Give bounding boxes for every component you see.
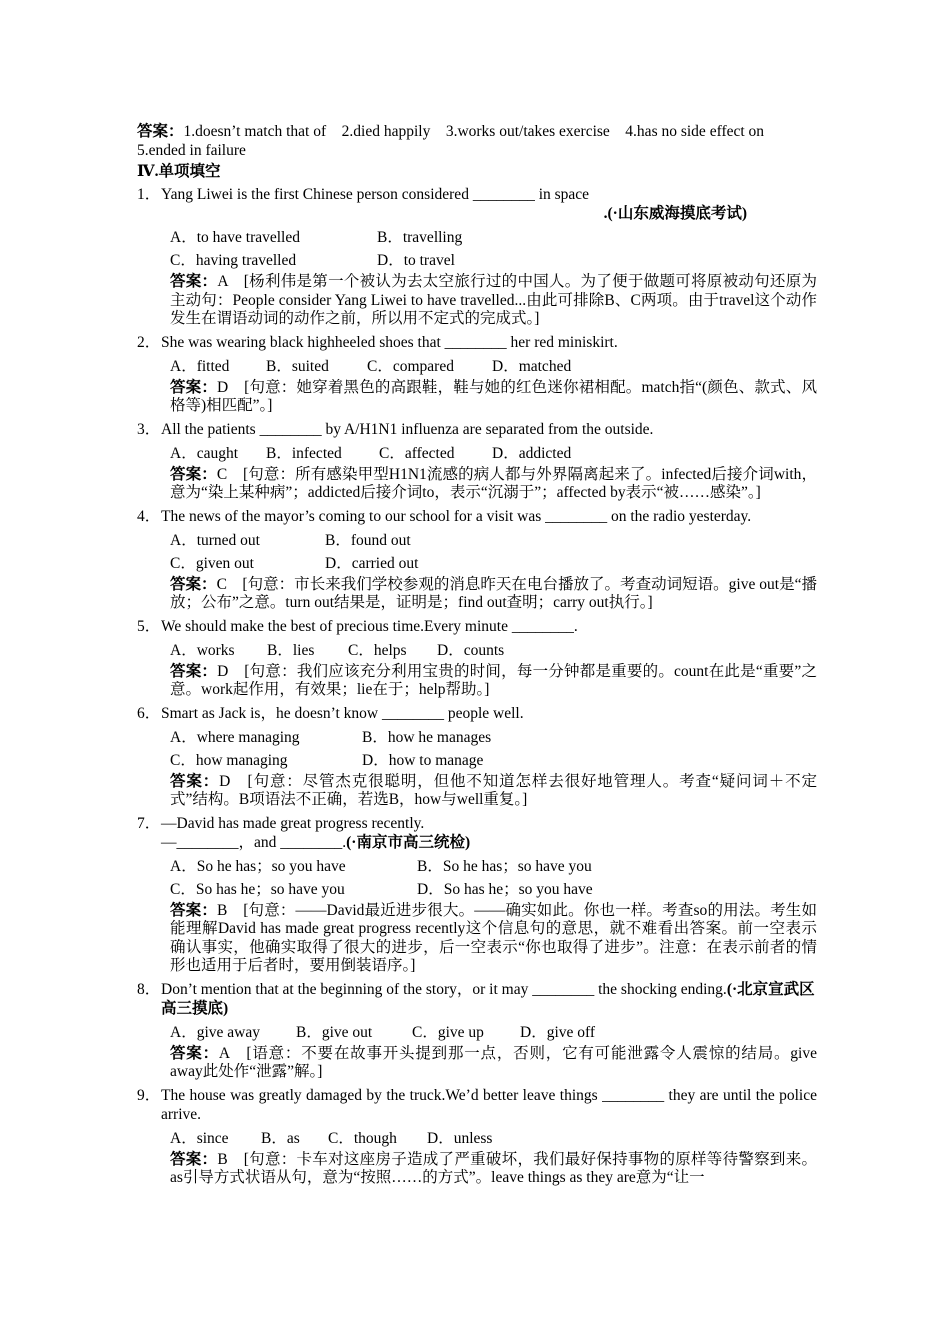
option-d: D．give off	[520, 1023, 596, 1041]
question-4	[137, 507, 817, 613]
question-text: Yang Liwei is the first Chinese person considered ________ in space	[161, 186, 590, 203]
options	[170, 1021, 817, 1044]
option-b: B．infected	[266, 444, 342, 462]
option-a: A．caught	[170, 444, 239, 462]
option-c: C．So has he；so have you	[170, 880, 345, 898]
section-title: Ⅳ.单项填空	[137, 163, 221, 180]
question-source: .(·山东威海摸底考试)	[603, 205, 747, 222]
option-d: D．unless	[427, 1129, 493, 1147]
question-8	[137, 980, 817, 1082]
question-text: We should make the best of precious time.Every minute ________.	[161, 617, 578, 635]
answer-label: 答案：	[170, 1150, 218, 1168]
option-a: A．give away	[170, 1023, 260, 1041]
option-b: B．how he manages	[362, 728, 492, 746]
option-d: D．how to manage	[362, 751, 484, 769]
option-d: D．carried out	[325, 554, 419, 572]
options	[170, 855, 817, 901]
option-a: A．So he has；so you have	[170, 857, 346, 875]
option-d: D．So has he；so you have	[417, 880, 593, 898]
option-b: B．So he has；so have you	[417, 857, 592, 875]
question-number: 1．	[137, 186, 161, 203]
answer-label: 答案：	[170, 465, 217, 483]
answer-text-cont: 5.ended in failure	[137, 142, 246, 159]
option-a: A．where managing	[170, 728, 300, 746]
question-9	[137, 1086, 817, 1188]
answer	[170, 902, 817, 976]
answer-label: 答案：	[170, 662, 218, 680]
option-a: A．fitted	[170, 357, 230, 375]
answer-label: 答案：	[170, 575, 217, 593]
question-7	[137, 814, 817, 976]
option-d: D．to travel	[377, 252, 455, 269]
answer-label: 答案：	[170, 1044, 219, 1062]
option-d: D．matched	[492, 357, 572, 375]
question-number: 7．	[137, 814, 161, 832]
option-d: D．addicted	[492, 444, 572, 462]
question-2	[137, 333, 817, 416]
option-d: D．counts	[437, 641, 505, 659]
question-number: 9．	[137, 1086, 161, 1104]
answer-text: A [杨利伟是第一个被认为去太空旅行过的中国人。为了便于做题可将原被动句还原为主动句：People consider Yang Liwei to have travelled...由此可排除B、C两项。由于travel这个动作发生在谓语动词的动作之前，所以用不定式的完成式。]	[170, 273, 817, 327]
option-b: B．travelling	[377, 229, 463, 246]
options	[170, 639, 817, 662]
question-number: 3．	[137, 420, 161, 438]
option-b: B．give out	[296, 1023, 373, 1041]
option-a: A．turned out	[170, 531, 260, 549]
options	[170, 226, 817, 272]
question-number: 5．	[137, 617, 161, 635]
answer	[170, 379, 817, 416]
answer-label: 答案：	[170, 772, 220, 790]
answer	[170, 1151, 817, 1188]
option-c: C．though	[328, 1129, 397, 1147]
option-b: B．suited	[266, 357, 329, 375]
question-5	[137, 617, 817, 700]
answer-text: D [句意：我们应该充分利用宝贵的时间，每一分钟都是重要的。count在此是“重要”之意。work起作用，有效果；lie在于；help帮助。]	[170, 662, 817, 698]
question-number: 2．	[137, 333, 161, 351]
question-source: (·北京宣武区高三摸底)	[161, 980, 815, 1017]
answer-label: 答案：	[170, 273, 218, 290]
question-text: The house was greatly damaged by the truck.We’d better leave things ________ they are until the police arrive.	[161, 1086, 817, 1123]
answer	[170, 466, 817, 503]
option-b: B．found out	[325, 531, 411, 549]
answer-label: 答案：	[170, 901, 218, 919]
answer	[170, 663, 817, 700]
option-c: C．helps	[348, 641, 407, 659]
question-text: The news of the mayor’s coming to our school for a visit was ________ on the radio yesterday.	[161, 507, 752, 525]
question-text-cont: —________，and ________.	[161, 833, 347, 851]
question-text: All the patients ________ by A/H1N1 influenza are separated from the outside.	[161, 420, 654, 438]
answer-text: B [句意：卡车对这座房子造成了严重破坏，我们最好保持事物的原样等待警察到来。as引导方式状语从句，意为“按照……的方式”。leave things as they are意为“让一	[170, 1150, 817, 1186]
option-c: C．affected	[379, 444, 455, 462]
options	[170, 1127, 817, 1150]
option-c: C．given out	[170, 554, 254, 572]
option-a: A．since	[170, 1129, 229, 1147]
question-source: (·南京市高三统检)	[346, 833, 471, 851]
question-1	[137, 185, 817, 329]
question-text: She was wearing black highheeled shoes that ________ her red miniskirt.	[161, 333, 618, 351]
options	[170, 442, 817, 465]
option-c: C．give up	[412, 1023, 484, 1041]
answer	[170, 576, 817, 613]
answer-text: 1.doesn’t match that of 2.died happily 3.works out/takes exercise 4.has no side effect on	[183, 123, 765, 140]
answer-text: B [句意：——David最近进步很大。——确实如此。你也一样。考查so的用法。考生如能理解David has made great progress recently这个信息句的意思，就不难看出答案。前一空表示确认事实，他确实取得了很大的进步，后一空表示“你也取得了进步”。注意：在表示前者的情形也适用于后者时，要用倒装语序。]	[170, 901, 817, 974]
option-a: A．works	[170, 641, 235, 659]
question-3	[137, 420, 817, 503]
answer	[170, 273, 817, 329]
option-b: B．as	[261, 1129, 300, 1147]
option-c: C．having travelled	[170, 252, 297, 269]
option-c: C．how managing	[170, 751, 288, 769]
question-number: 8．	[137, 980, 161, 998]
answer	[170, 1045, 817, 1082]
question-6	[137, 704, 817, 810]
answer-text: C [句意：所有感染甲型H1N1流感的病人都与外界隔离起来了。infected后接介词with，意为“染上某种病”；addicted后接介词to，表示“沉溺于”；affected by表示“被……感染”。]	[170, 465, 817, 501]
options	[170, 726, 817, 772]
option-c: C．compared	[367, 357, 454, 375]
question-text: —David has made great progress recently.	[161, 814, 425, 832]
options	[170, 355, 817, 378]
document-page	[137, 122, 817, 1188]
question-text: Don’t mention that at the beginning of the story，or it may ________ the shocking ending.	[161, 980, 727, 998]
answer-label: 答案：	[170, 378, 218, 396]
option-a: A．to have travelled	[170, 229, 300, 246]
answer-text: D [句意：尽管杰克很聪明，但他不知道怎样去很好地管理人。考查“疑问词＋不定式”结构。B项语法不正确，若选B，how与well重复。]	[170, 772, 817, 808]
options	[170, 529, 817, 575]
top-answer	[137, 122, 817, 160]
answer-label: 答案：	[137, 123, 184, 140]
answer	[170, 773, 817, 810]
answer-text: C [句意：市长来我们学校参观的消息昨天在电台播放了。考查动词短语。give out是“播放；公布”之意。turn out结果是，证明是；find out查明；carry out执行。]	[170, 575, 817, 611]
question-number: 6．	[137, 704, 161, 722]
question-text: Smart as Jack is，he doesn’t know ________ people well.	[161, 704, 524, 722]
option-b: B．lies	[267, 641, 315, 659]
answer-text: A [语意：不要在故事开头提到那一点，否则，它有可能泄露令人震惊的结局。give away此处作“泄露”解。]	[170, 1044, 817, 1080]
answer-text: D [句意：她穿着黑色的高跟鞋，鞋与她的红色迷你裙相配。match指“(颜色、款式、风格等)相匹配”。]	[170, 378, 817, 414]
question-number: 4．	[137, 507, 161, 525]
